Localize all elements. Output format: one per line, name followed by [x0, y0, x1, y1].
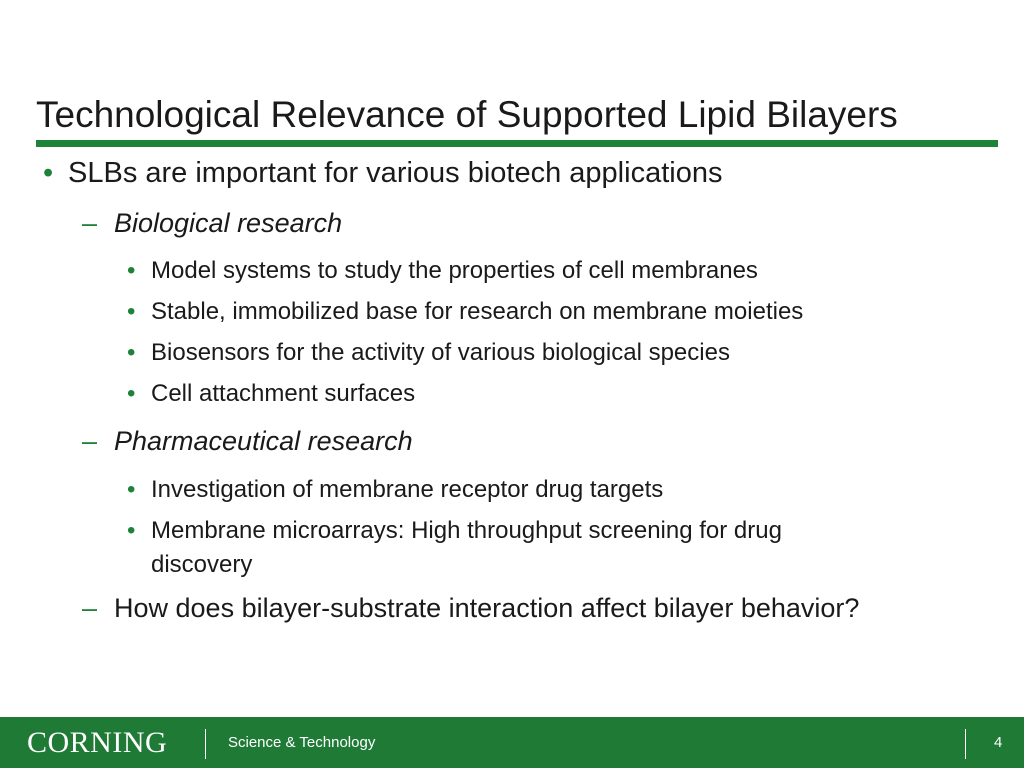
page-number: 4	[994, 734, 1003, 751]
subheading-biological: Biological research	[114, 208, 343, 238]
list-item: Biosensors for the activity of various biological species	[151, 339, 730, 366]
bullet-marker: •	[127, 339, 136, 366]
list-item: Investigation of membrane receptor drug targets	[151, 476, 664, 503]
list-item: Cell attachment surfaces	[151, 380, 416, 407]
footer-divider	[965, 729, 966, 759]
list-item: Stable, immobilized base for research on membrane moieties	[151, 298, 804, 325]
dash-marker: –	[82, 426, 98, 456]
corning-logo: CORNING	[27, 726, 168, 759]
list-item: Model systems to study the properties of cell membranes	[151, 257, 758, 284]
dash-marker: –	[82, 593, 98, 623]
footer-section-label: Science & Technology	[228, 734, 376, 751]
bullet-marker: •	[127, 298, 136, 325]
subheading-pharmaceutical: Pharmaceutical research	[114, 426, 413, 456]
bullet-marker: •	[127, 476, 136, 503]
list-item: Membrane microarrays: High throughput screening for drug	[151, 517, 782, 544]
list-item-continuation: discovery	[151, 551, 253, 578]
title-underline	[36, 140, 998, 147]
bullet-text: SLBs are important for various biotech applications	[68, 157, 723, 189]
slide-title: Technological Relevance of Supported Lipid Bilayers	[36, 94, 898, 135]
question-text: How does bilayer-substrate interaction affect bilayer behavior?	[114, 593, 860, 623]
bullet-marker: •	[127, 380, 136, 407]
bullet-marker: •	[43, 157, 54, 189]
bullet-marker: •	[127, 517, 136, 544]
dash-marker: –	[82, 208, 98, 238]
footer-divider	[205, 729, 206, 759]
bullet-marker: •	[127, 257, 136, 284]
footer-bar	[0, 717, 1024, 768]
